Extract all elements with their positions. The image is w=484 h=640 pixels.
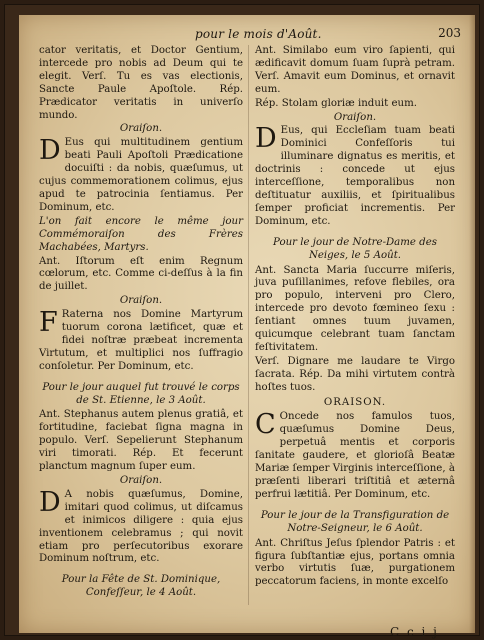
oraison-heading: ORAISON. [323,396,387,408]
drop-cap: D [39,135,61,167]
oraison-text: Oncede nos famulos tuos, quæſumus Domine Deus, perpetuâ mentis et corporis ſanitate gaudere, et glorioſâ Beatæ Mariæ ſemper Virginis interceſſione, à præſenti liberari triſtitiâ et æternâ perfrui lætitiâ. Per Dominum, etc. [255,411,455,500]
running-title: pour le mois d'Août. [195,27,322,41]
antiphon-paragraph: Ant. Iſtorum eſt enim Regnum cœlorum, etc. Comme ci-deſſus à la fin de juillet. [39,255,243,293]
oraison-paragraph [255,411,455,501]
feast-heading-stephen: Pour le jour auquel fut trouvé le corps de St. Etienne, le 3 Août. [42,381,240,406]
drop-cap: C [255,409,276,441]
left-column [39,45,243,602]
feast-heading-neiges: Pour le jour de Notre-Dame des Neiges, le 5 Août. [273,236,437,261]
oraison-text: Raterna nos Domine Martyrum tuorum corona lætificet, quæ et fidei noſtræ præbeat incrementa Virtutum, et multiplici nos ſuffragio conſoletur. Per Dominum, etc. [39,309,243,372]
right-column [255,45,455,590]
feast-heading-transfiguration: Pour le jour de la Transfiguration de Notre-Seigneur, le 6 Août. [260,509,450,534]
oraison-heading: Oraiſon. [119,295,163,307]
oraison-heading: Oraiſon. [119,123,163,135]
page-number: 203 [438,26,461,40]
feast-heading-dominic: Pour la Fête de St. Dominique, Confeſſeur, le 4 Août. [61,574,221,599]
oraison-paragraph [255,125,455,228]
continued-paragraph: cator veritatis, et Doctor Gentium, intercede pro nobis ad Deum qui te elegit. Verſ. Tu es vas electionis, Sancte Paule Apoſtole. Rép. Prædicator veritatis in univerſo mundo. [39,45,243,121]
antiphon-paragraph: Ant. Stephanus autem plenus gratiâ, et fortitudine, faciebat ſigna magna in populo. Verſ. Sepelierunt Stephanum viri timorati. Rép. Et fecerunt planctum magnum ſuper eum. [39,409,243,473]
oraison-text: Eus qui multitudinem gentium beati Pauli Apoſtoli Prædicatione docuiſti : da nobis, quæſumus, ut cujus commemorationem colimus, ejus apud te patrocinia ſentiamus. Per Dominum, etc. [39,137,243,213]
drop-cap: D [39,486,61,518]
antiphon-paragraph: Ant. Similabo eum viro ſapienti, qui ædificavit domum ſuam ſuprà petram. Verſ. Amavit eum Dominus, et ornavit eum. [255,45,455,95]
oraison-text: Eus, qui Eccleſiam tuam beati Dominici Confeſſoris tui illuminare dignatus es meritis, et doctrinis : concede ut ejus interceſſione, temporalibus non deſtituatur auxiliis, et ſpiritualibus ſemper proficiat incrementis. Per Dominum, etc. [255,125,455,227]
page-edge-shadow [469,15,475,633]
oraison-heading: Oraiſon. [119,475,163,486]
drop-cap: D [255,123,277,155]
oraison-text: A nobis quæſumus, Domine, imitari quod colimus, ut diſcamus et inimicos diligere : quia ejus inventionem celebramus ; qui novit etiam pro perſecutoribus exorare Dominum noſtrum, etc. [39,488,243,565]
book-page [19,15,475,639]
signature-mark: C c i j [390,625,439,639]
antiphon-paragraph: Ant. Sancta Maria ſuccurre miſeris, juva puſillanimes, refove flebiles, ora pro populo, interveni pro Clero, intercede pro devoto fœmineo ſexu : ſentiant omnes tuum juvamen, quicumque celebrant tuam ſanctam feſtivitatem. [255,264,455,353]
oraison-heading: Oraiſon. [333,111,377,123]
antiphon-paragraph: Ant. Chriſtus Jeſus ſplendor Patris : et figura ſubſtantiæ ejus, portans omnia verbo virtutis ſuæ, purgationem peccatorum faciens, in monte excelſo [255,537,455,588]
drop-cap: F [39,307,58,339]
photo-frame [4,4,480,639]
oraison-paragraph [39,137,243,214]
versicle-paragraph: Verſ. Dignare me laudare te Virgo ſacrata. Rép. Da mihi virtutem contrà hoſtes tuos. [255,355,455,393]
rubric-note: L'on fait encore le même jour Commémoraiſon des Frères Machabées, Martyrs. [39,215,243,253]
oraison-paragraph [39,486,243,566]
response-paragraph: Rép. Stolam gloriæ induit eum. [255,97,417,109]
oraison-paragraph [39,309,243,374]
column-divider [248,45,249,605]
